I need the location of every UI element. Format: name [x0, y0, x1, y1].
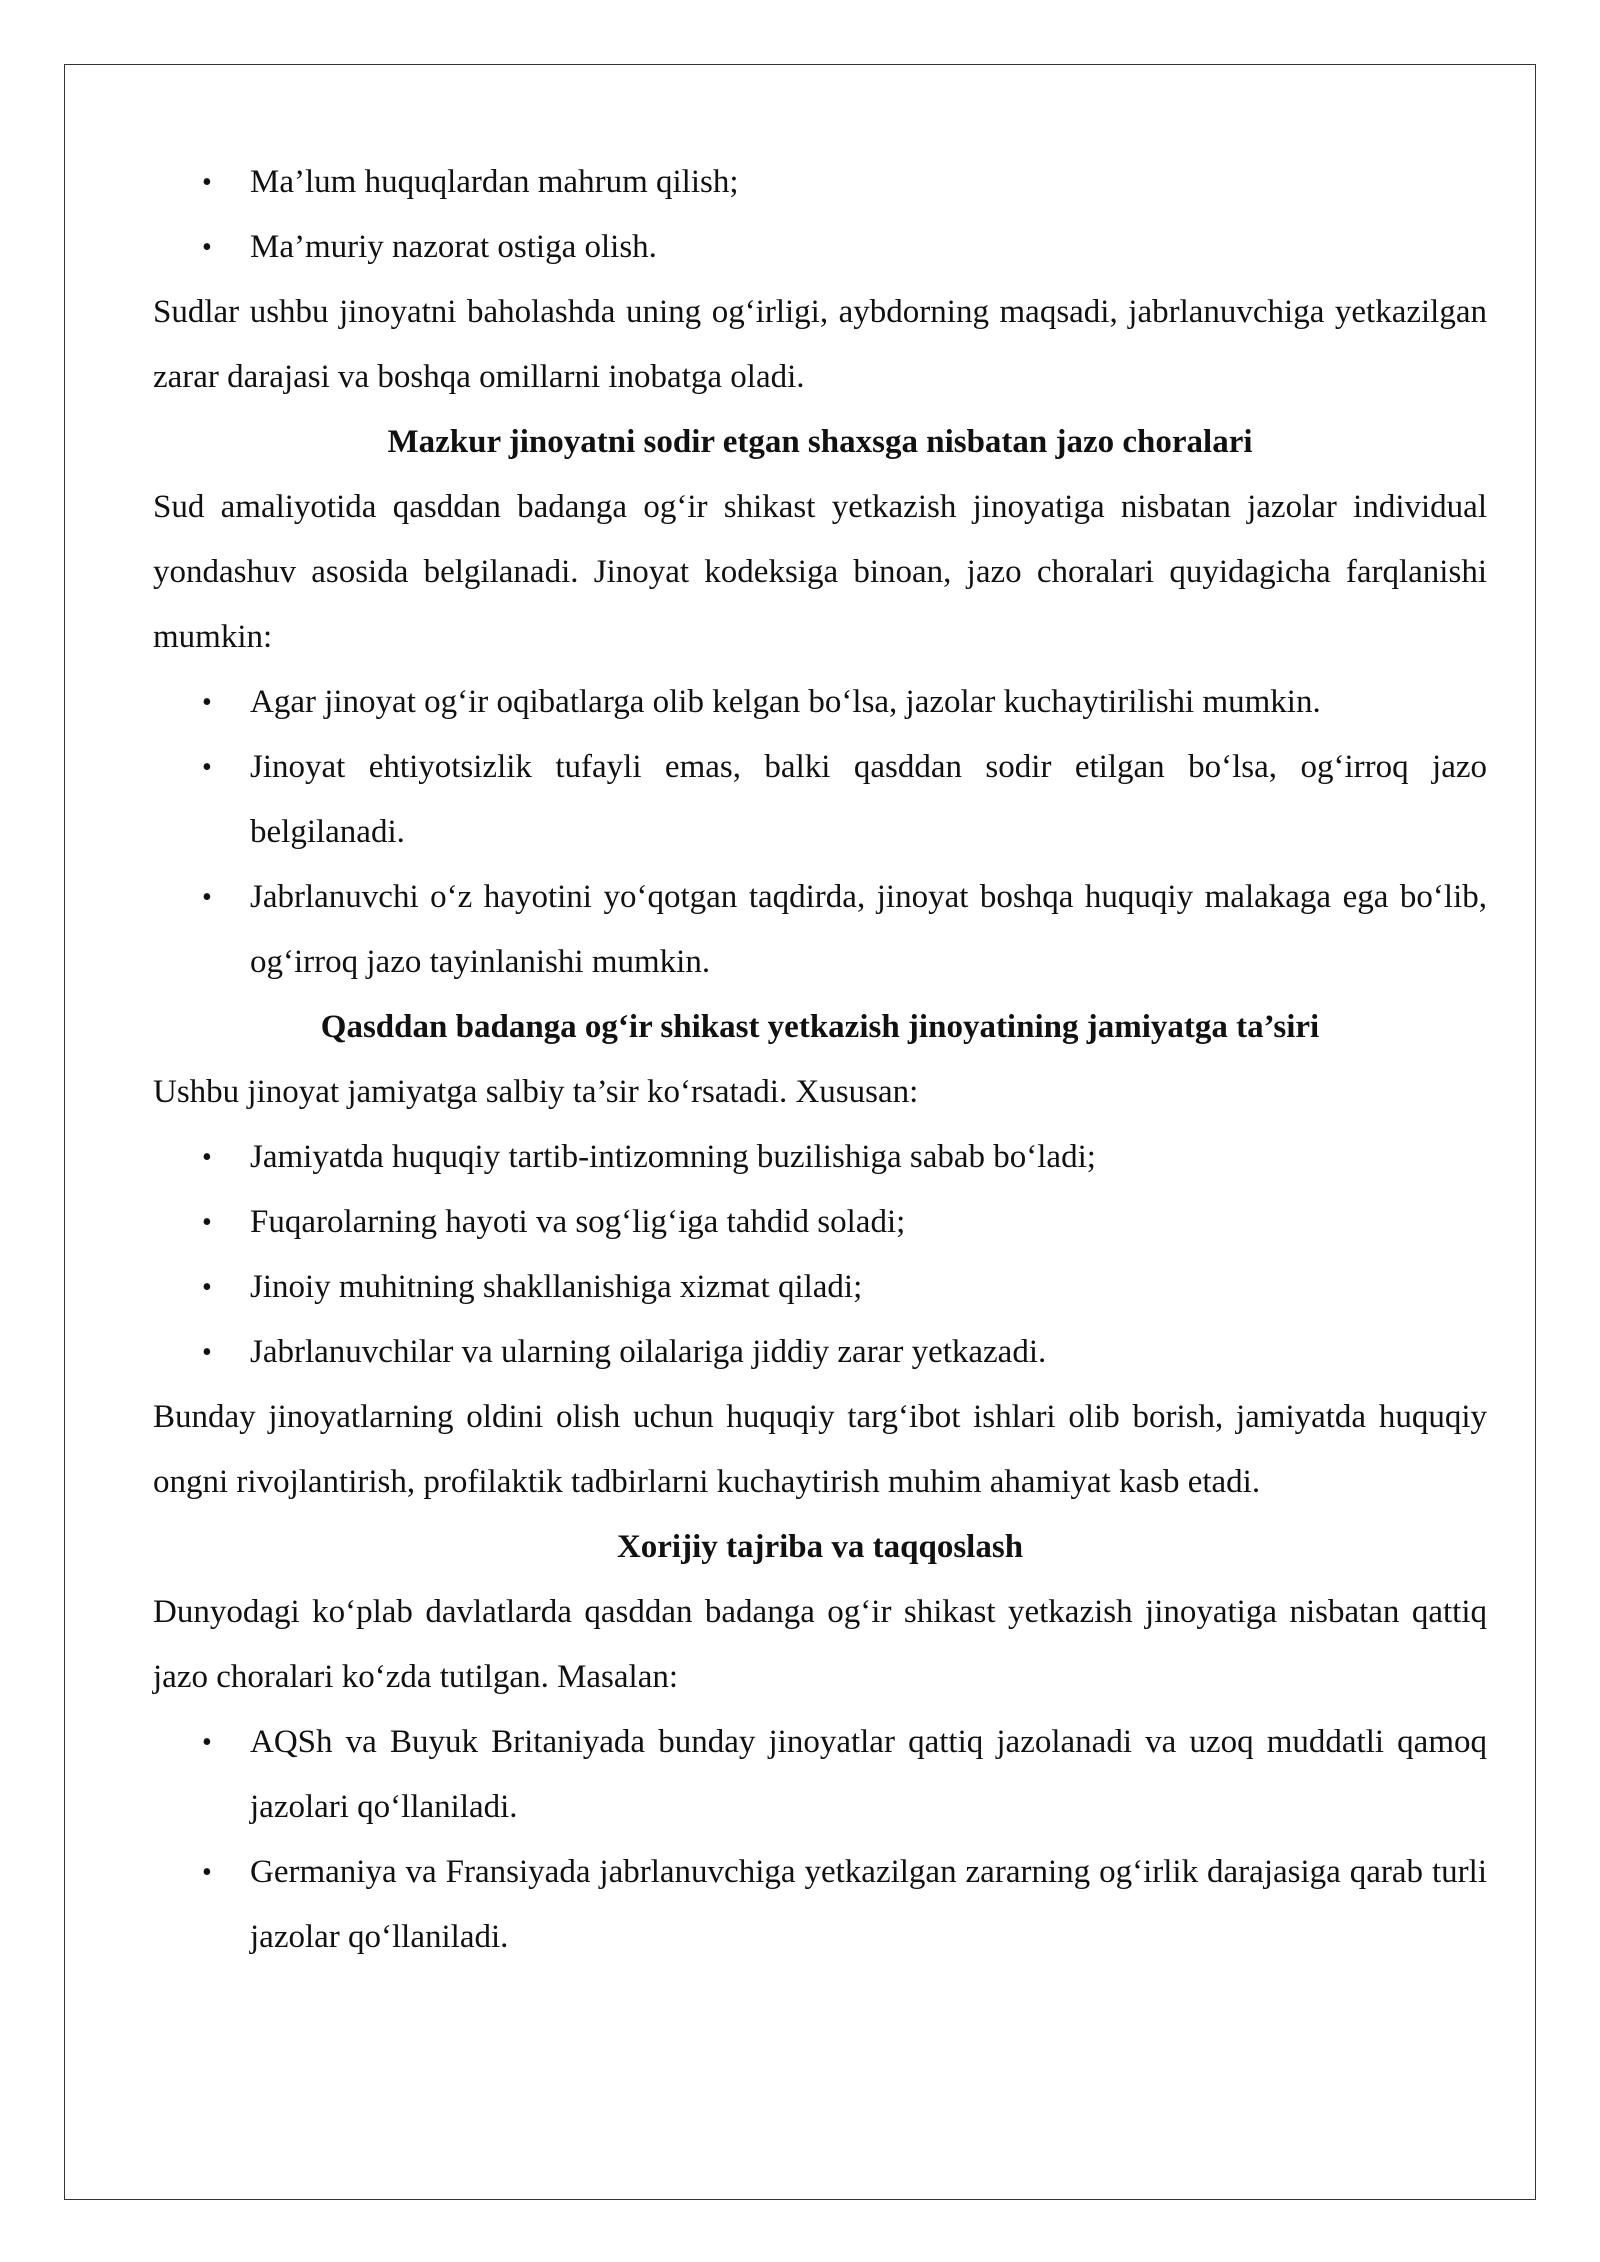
list-item: • Jinoyat ehtiyotsizlik tufayli emas, balki qasddan sodir etilgan bo‘lsa, og‘irroq jazo belgilanadi.: [153, 735, 1487, 865]
list-item: • Germaniya va Fransiyada jabrlanuvchiga yetkazilgan zararning og‘irlik darajasiga qarab turli jazolar qo‘llaniladi.: [153, 1840, 1487, 1970]
bullet-icon: •: [202, 1857, 212, 1888]
bullet-icon: •: [202, 167, 212, 198]
bullet-list: [153, 1125, 1487, 1385]
bullet-icon: •: [202, 232, 212, 263]
list-item: • AQSh va Buyuk Britaniyada bunday jinoyatlar qattiq jazolanadi va uzoq muddatli qamoq jazolari qo‘llaniladi.: [153, 1710, 1487, 1840]
bullet-icon: •: [202, 1142, 212, 1173]
bullet-icon: •: [202, 687, 212, 718]
list-item: • Ma’lum huquqlardan mahrum qilish;: [153, 150, 1487, 215]
bullet-icon: •: [202, 752, 212, 783]
bullet-list: [153, 670, 1487, 995]
bullet-icon: •: [202, 1207, 212, 1238]
section-heading: Qasddan badanga og‘ir shikast yetkazish jinoyatining jamiyatga ta’siri: [320, 1009, 1320, 1045]
list-item: • Jamiyatda huquqiy tartib-intizomning buzilishiga sabab bo‘ladi;: [153, 1125, 1487, 1190]
paragraph: Sudlar ushbu jinoyatni baholashda uning og‘irligi, aybdorning maqsadi, jabrlanuvchiga yetkazilgan zarar darajasi va boshqa omillarni inobatga oladi.: [153, 294, 1487, 395]
paragraph: Bunday jinoyatlarning oldini olish uchun huquqiy targ‘ibot ishlari olib borish, jamiyatda huquqiy ongni rivojlantirish, profilaktik tadbirlarni kuchaytirish muhim ahamiyat kasb etadi.: [153, 1399, 1487, 1500]
list-item: • Agar jinoyat og‘ir oqibatlarga olib kelgan bo‘lsa, jazolar kuchaytirilishi mumkin.: [153, 670, 1487, 735]
list-item: • Jabrlanuvchilar va ularning oilalariga jiddiy zarar yetkazadi.: [153, 1320, 1487, 1385]
bullet-list: [153, 150, 1487, 280]
bullet-icon: •: [202, 1337, 212, 1368]
list-item: • Jabrlanuvchi o‘z hayotini yo‘qotgan taqdirda, jinoyat boshqa huquqiy malakaga ega bo‘lib, og‘irroq jazo tayinlanishi mumkin.: [153, 865, 1487, 995]
section-heading: Xorijiy tajriba va taqqoslash: [616, 1529, 1024, 1565]
bullet-list: [153, 1710, 1487, 1970]
list-item: • Fuqarolarning hayoti va sog‘lig‘iga tahdid soladi;: [153, 1190, 1487, 1255]
bullet-icon: •: [202, 1272, 212, 1303]
bullet-icon: •: [202, 1727, 212, 1758]
bullet-icon: •: [202, 882, 212, 913]
document-body: [153, 150, 1487, 1970]
section-heading: Mazkur jinoyatni sodir etgan shaxsga nisbatan jazo choralari: [387, 424, 1253, 460]
paragraph: Dunyodagi ko‘plab davlatlarda qasddan badanga og‘ir shikast yetkazish jinoyatiga nisbatan qattiq jazo choralari ko‘zda tutilgan. Masalan:: [153, 1594, 1487, 1695]
paragraph: Ushbu jinoyat jamiyatga salbiy ta’sir ko‘rsatadi. Xususan:: [153, 1074, 919, 1110]
paragraph: Sud amaliyotida qasddan badanga og‘ir shikast yetkazish jinoyatiga nisbatan jazolar individual yondashuv asosida belgilanadi. Jinoyat kodeksiga binoan, jazo choralari quyidagicha farqlanishi mumkin:: [153, 489, 1487, 655]
list-item: • Ma’muriy nazorat ostiga olish.: [153, 215, 1487, 280]
list-item: • Jinoiy muhitning shakllanishiga xizmat qiladi;: [153, 1255, 1487, 1320]
